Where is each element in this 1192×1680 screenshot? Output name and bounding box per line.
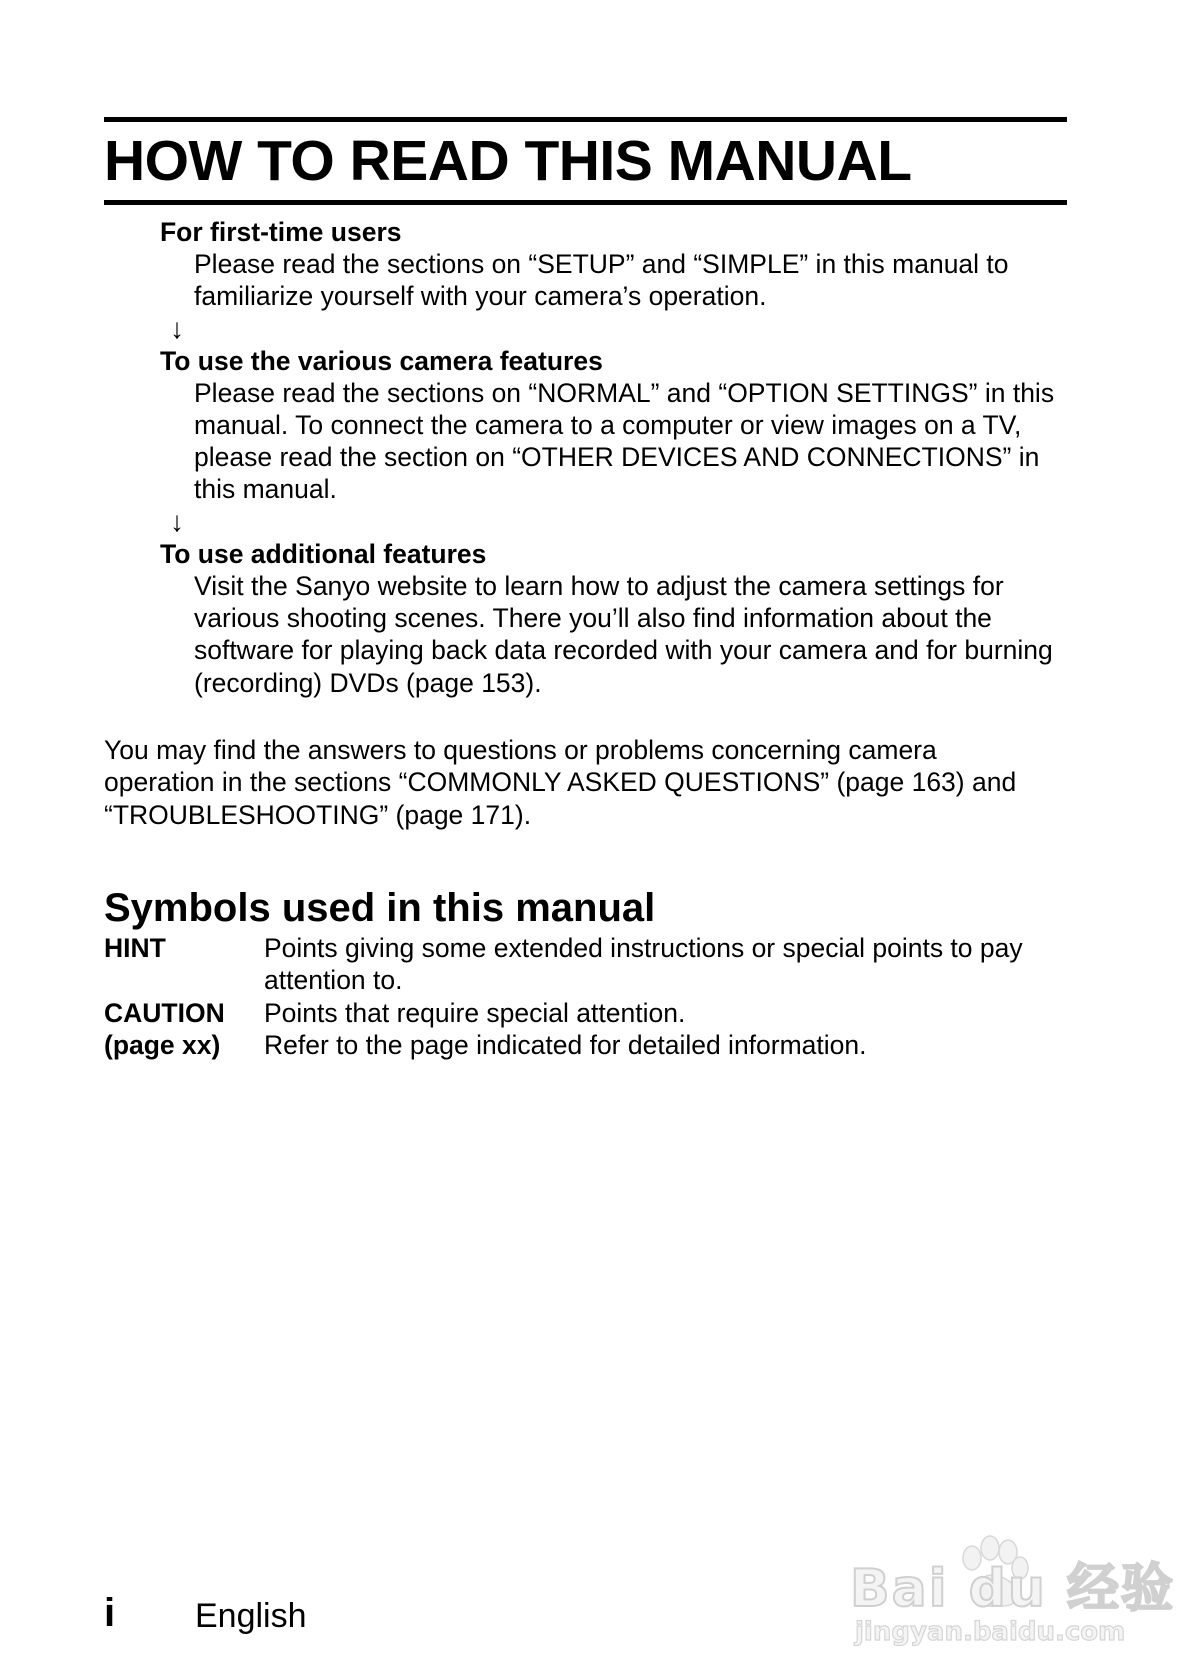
title-top-rule — [104, 117, 1067, 122]
symbols-heading: Symbols used in this manual — [104, 886, 656, 930]
symbol-term: (page xx) — [104, 1029, 221, 1060]
page-title: HOW TO READ THIS MANUAL — [104, 129, 912, 193]
down-arrow-icon: ↓ — [170, 312, 184, 344]
down-arrow-icon: ↓ — [170, 505, 184, 537]
symbol-row-page-ref — [104, 1029, 1074, 1061]
footer-page-number: i — [104, 1591, 116, 1635]
symbol-description: Points giving some extended instructions or special points to pay attention to. — [264, 933, 1023, 996]
symbol-term: HINT — [104, 933, 166, 963]
symbols-list — [104, 932, 1074, 1061]
baidu-jingyan-watermark-logo — [850, 1518, 1175, 1648]
symbol-row-caution — [104, 997, 1074, 1029]
faq-troubleshooting-paragraph: You may find the answers to questions or problems concerning camera operation in the sections “COMMONLY ASKED QUESTIONS” (page 163) and “TROUBLESHOOTING” (page 171). — [104, 735, 1017, 830]
svg-text:Bai du 经验: Bai du 经验 — [850, 1559, 1175, 1619]
footer-language: English — [195, 1597, 307, 1635]
step-body: Visit the Sanyo website to learn how to adjust the camera settings for various shooting scenes. There you’ll also find information about the software for playing back data recorded with your camera and for burning (recording) DVDs (page 153). — [194, 570, 1053, 698]
title-bottom-rule — [104, 200, 1067, 205]
symbol-row-hint — [104, 932, 1074, 997]
step-body: Please read the sections on “NORMAL” and “OPTION SETTINGS” in this manual. To connect the camera to a computer or view images on a TV, please read the section on “OTHER DEVICES AND CONNECTIONS” in this manual. — [194, 377, 1055, 505]
step-first-time-users — [160, 216, 1070, 313]
svg-text:jingyan.baidu.com: jingyan.baidu.com — [855, 1617, 1126, 1647]
step-heading: For first-time users — [160, 217, 402, 247]
step-body: Please read the sections on “SETUP” and “SIMPLE” in this manual to familiarize yourself with your camera’s operation. — [194, 249, 1009, 312]
step-camera-features — [160, 345, 1070, 506]
symbol-description: Refer to the page indicated for detailed information. — [264, 1029, 867, 1060]
symbol-description: Points that require special attention. — [264, 997, 686, 1028]
step-additional-features — [160, 538, 1070, 699]
step-heading: To use the various camera features — [160, 345, 603, 376]
reading-steps — [160, 216, 1070, 699]
symbol-term: CAUTION — [104, 997, 225, 1028]
step-heading: To use additional features — [160, 538, 487, 569]
